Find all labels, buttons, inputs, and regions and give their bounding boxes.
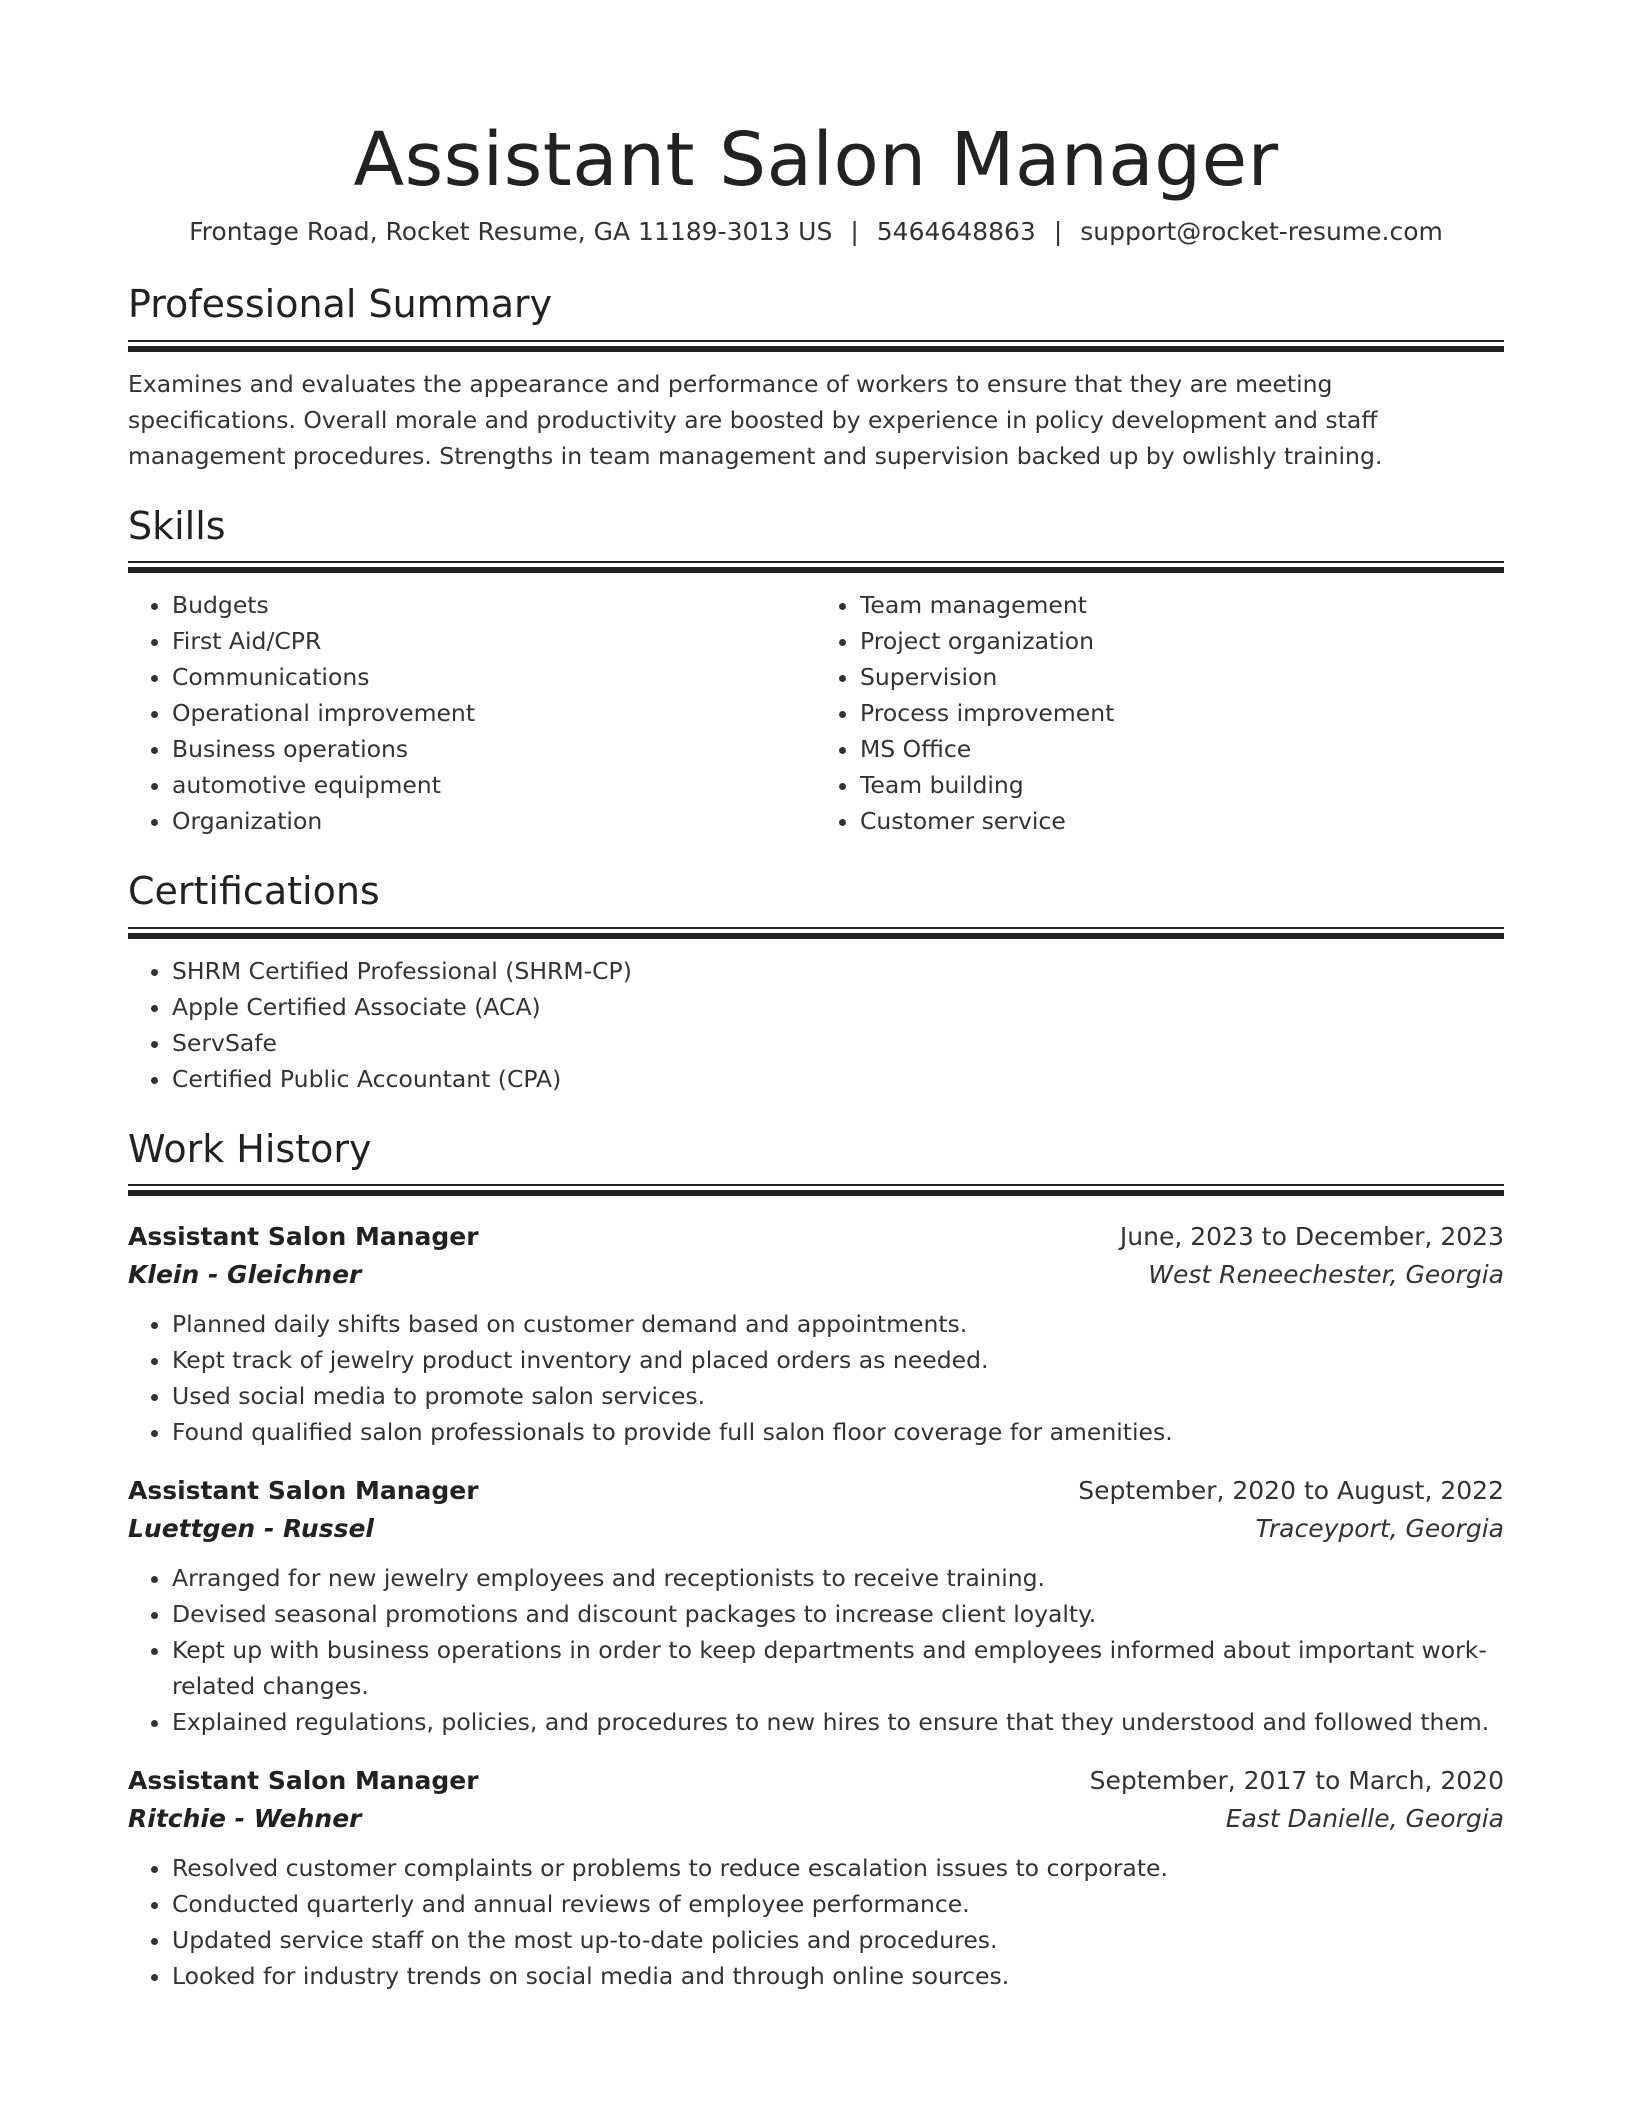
contact-email: support@rocket-resume.com xyxy=(1080,217,1443,247)
job-company: Ritchie - Wehner xyxy=(128,1804,362,1834)
skill-item: • Operational improvement xyxy=(172,695,816,731)
skill-item: • Business operations xyxy=(172,731,816,767)
skill-item: • Communications xyxy=(172,659,816,695)
skills-section xyxy=(128,504,1504,840)
job-duty: • Used social media to promote salon services. xyxy=(172,1378,1504,1414)
skills-list-left xyxy=(128,587,816,839)
job-entry xyxy=(128,1472,1504,1740)
job-duty: • Conducted quarterly and annual reviews of employee performance. xyxy=(172,1886,1504,1922)
work-history-section xyxy=(128,1127,1504,1995)
job-title: Assistant Salon Manager xyxy=(128,1476,479,1506)
summary-section xyxy=(128,282,1504,474)
skill-item: • First Aid/CPR xyxy=(172,623,816,659)
job-duty: • Planned daily shifts based on customer demand and appointments. xyxy=(172,1306,1504,1342)
section-divider xyxy=(128,561,1504,573)
job-duty: • Devised seasonal promotions and discount packages to increase client loyalty. xyxy=(172,1596,1504,1632)
job-duty: • Resolved customer complaints or problems to reduce escalation issues to corporate. xyxy=(172,1850,1504,1886)
skill-item: • Organization xyxy=(172,803,816,839)
skill-item: • Team management xyxy=(860,587,1504,623)
job-duty: • Looked for industry trends on social media and through online sources. xyxy=(172,1958,1504,1994)
skill-item: • MS Office xyxy=(860,731,1504,767)
contact-phone: 5464648863 xyxy=(876,217,1036,247)
job-location: West Reneechester, Georgia xyxy=(1148,1260,1504,1290)
job-dates: September, 2020 to August, 2022 xyxy=(1078,1476,1504,1506)
certifications-section xyxy=(128,869,1504,1097)
certifications-list xyxy=(128,953,1504,1097)
section-title: Work History xyxy=(128,1126,372,1171)
job-duty: • Kept track of jewelry product inventory and placed orders as needed. xyxy=(172,1342,1504,1378)
skill-item: • Budgets xyxy=(172,587,816,623)
section-title: Professional Summary xyxy=(128,282,553,327)
job-header xyxy=(128,1762,1504,1800)
job-duty: • Kept up with business operations in order to keep departments and employees informed about important work-related changes. xyxy=(172,1632,1504,1704)
skill-item: • Team building xyxy=(860,767,1504,803)
job-duty: • Updated service staff on the most up-to-date policies and procedures. xyxy=(172,1922,1504,1958)
certification-item: • Certified Public Accountant (CPA) xyxy=(172,1061,1504,1097)
job-duties xyxy=(128,1560,1504,1740)
job-dates: September, 2017 to March, 2020 xyxy=(1089,1766,1504,1796)
job-header xyxy=(128,1472,1504,1510)
job-duty: • Found qualified salon professionals to provide full salon floor coverage for amenities. xyxy=(172,1414,1504,1450)
skill-item: • Project organization xyxy=(860,623,1504,659)
job-title: Assistant Salon Manager xyxy=(128,1766,479,1796)
certification-item: • Apple Certified Associate (ACA) xyxy=(172,989,1504,1025)
skills-list-right xyxy=(816,587,1504,839)
contact-separator: | xyxy=(1053,217,1063,247)
job-subheader xyxy=(128,1256,1504,1294)
job-subheader xyxy=(128,1800,1504,1838)
contact-address: Frontage Road, Rocket Resume, GA 11189-3013 US xyxy=(189,217,833,247)
job-duties xyxy=(128,1850,1504,1994)
job-header xyxy=(128,1218,1504,1256)
skill-item: • Process improvement xyxy=(860,695,1504,731)
section-divider xyxy=(128,340,1504,352)
job-duty: • Arranged for new jewelry employees and receptionists to receive training. xyxy=(172,1560,1504,1596)
skill-item: • Customer service xyxy=(860,803,1504,839)
skills-columns xyxy=(128,587,1504,839)
job-entry xyxy=(128,1218,1504,1450)
job-duties xyxy=(128,1306,1504,1450)
job-title: Assistant Salon Manager xyxy=(128,1222,479,1252)
contact-line xyxy=(128,217,1504,246)
job-company: Klein - Gleichner xyxy=(128,1260,362,1290)
section-divider xyxy=(128,927,1504,939)
summary-text: Examines and evaluates the appearance and performance of workers to ensure that they are meeting specifications. Overall morale and productivity are boosted by experience in policy development and staff management procedures. Strengths in team management and supervision backed up by owlishly training. xyxy=(128,369,1383,470)
section-title: Skills xyxy=(128,503,226,548)
certification-item: • SHRM Certified Professional (SHRM-CP) xyxy=(172,953,1504,989)
skill-item: • Supervision xyxy=(860,659,1504,695)
skill-item: • automotive equipment xyxy=(172,767,816,803)
job-subheader xyxy=(128,1510,1504,1548)
job-entry xyxy=(128,1762,1504,1994)
job-location: East Danielle, Georgia xyxy=(1225,1804,1504,1834)
section-title: Certifications xyxy=(128,869,380,914)
job-company: Luettgen - Russel xyxy=(128,1514,374,1544)
job-duty: • Explained regulations, policies, and procedures to new hires to ensure that they understood and followed them. xyxy=(172,1704,1504,1740)
job-dates: June, 2023 to December, 2023 xyxy=(1119,1222,1504,1252)
job-location: Traceyport, Georgia xyxy=(1255,1514,1504,1544)
certification-item: • ServSafe xyxy=(172,1025,1504,1061)
resume-name: Assistant Salon Manager xyxy=(353,117,1279,203)
section-divider xyxy=(128,1184,1504,1196)
contact-separator: | xyxy=(850,217,859,247)
